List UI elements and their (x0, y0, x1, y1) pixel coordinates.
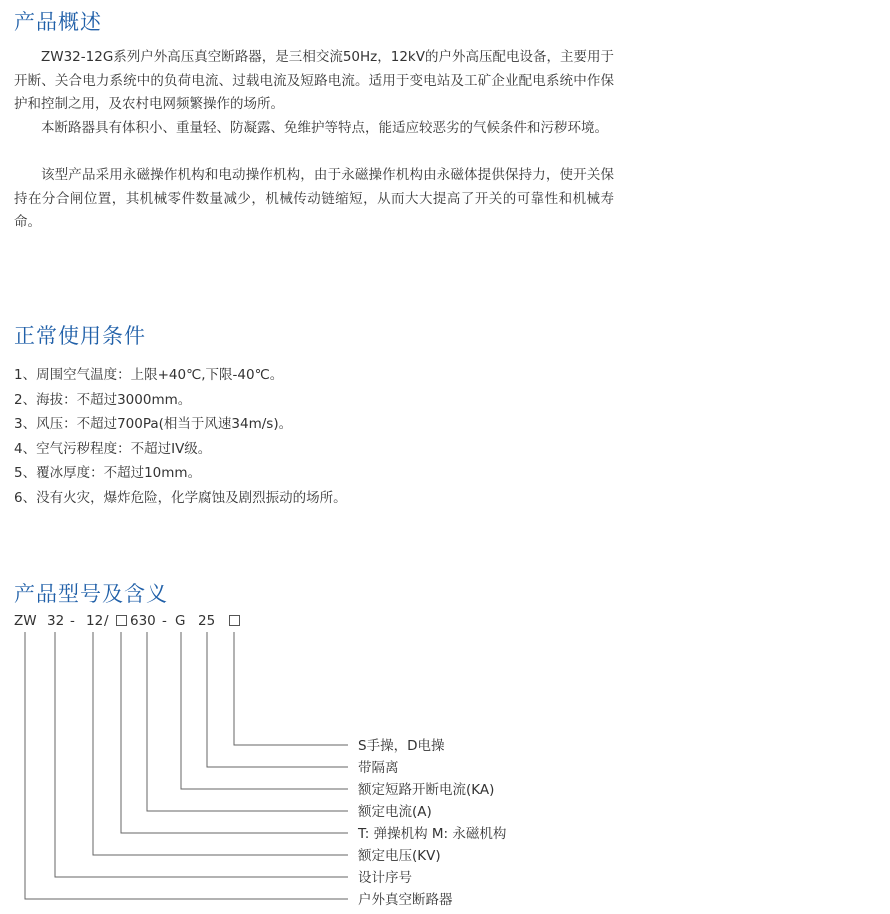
conditions-title: 正常使用条件 (14, 324, 146, 348)
leader-line (25, 632, 348, 899)
meaning-mechanism: T: 弹操机构 M: 永磁机构 (358, 826, 507, 842)
leader-line (181, 632, 348, 789)
meaning-design-number: 设计序号 (358, 870, 412, 886)
meaning-operation: S手操，D电操 (358, 738, 445, 754)
meaning-product-type: 户外真空断路器 (358, 892, 453, 908)
model-title: 产品型号及含义 (14, 582, 168, 606)
code-12: 12 (86, 613, 104, 629)
code-g: G (175, 613, 186, 629)
overview-paragraph-3: 该型产品采用永磁操作机构和电动操作机构，由于永磁操作机构由永磁体提供保持力，使开关保持在分合闸位置，其机械零件数量减少，机械传动链缩短，从而大大提高了开关的可靠性和机械寿命。 (14, 167, 614, 230)
condition-item: 1、周围空气温度：上限+40℃,下限-40℃。 (14, 367, 284, 383)
overview-paragraph-2: 本断路器具有体积小、重量轻、防凝露、免维护等特点，能适应较恶劣的气候条件和污秽环境。 (41, 120, 608, 136)
code-dash: - (70, 613, 75, 629)
condition-item: 5、覆冰厚度：不超过10mm。 (14, 465, 202, 482)
code-zw: ZW (14, 613, 37, 629)
code-32: 32 (47, 613, 65, 629)
leader-line (93, 632, 348, 855)
leader-line (147, 632, 348, 811)
code-dash: - (162, 613, 167, 629)
leader-line (55, 632, 348, 877)
condition-item: 4、空气污秽程度：不超过IV级。 (14, 440, 212, 457)
condition-item: 3、风压：不超过700Pa(相当于风速34m/s)。 (14, 416, 293, 433)
meaning-rated-voltage: 额定电压(KV) (358, 848, 441, 864)
meaning-breaking-current: 额定短路开断电流(KA) (358, 782, 495, 798)
condition-item: 6、没有火灾，爆炸危险，化学腐蚀及剧烈振动的场所。 (14, 490, 347, 506)
leader-line (234, 632, 348, 745)
leader-line (207, 632, 348, 767)
condition-item: 2、海拔：不超过3000mm。 (14, 391, 192, 408)
overview-title: 产品概述 (14, 10, 102, 34)
overview-paragraph-1: ZW32-12G系列户外高压真空断路器，是三相交流50Hz，12kV的户外高压配电设备，主要用于开断、关合电力系统中的负荷电流、过载电流及短路电流。适用于变电站及工矿企业配电系统中作保护和控制之用，及农村电网频繁操作的场所。 (14, 49, 614, 112)
meaning-isolation: 带隔离 (358, 760, 399, 776)
code-slash: / (104, 613, 109, 629)
code-25: 25 (198, 613, 216, 629)
meaning-rated-current: 额定电流(A) (358, 804, 432, 820)
code-630: 630 (130, 613, 156, 629)
